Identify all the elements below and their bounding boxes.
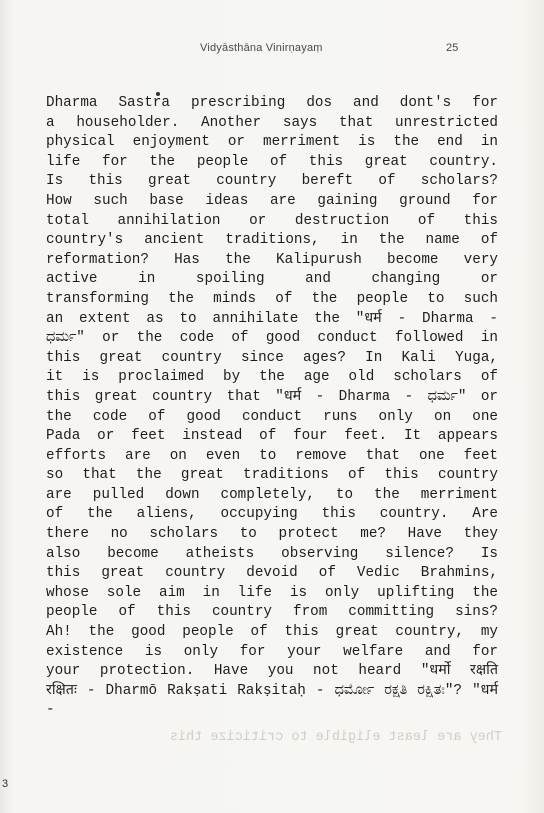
text-line: physical enjoyment or merriment is the end in <box>46 134 498 151</box>
text-line: the code of good conduct runs only on one <box>46 408 498 425</box>
text-line: life for the people of this great country. <box>46 153 498 170</box>
running-header <box>0 42 544 58</box>
text-line: country's ancient traditions, in the name of <box>46 232 498 249</box>
text-line: Pada or feet instead of four feet. It appears <box>46 428 498 445</box>
text-line: an extent as to annihilate the "धर्म - Dharma - <box>46 310 498 327</box>
text-line: of the aliens, occupying this country. Are <box>46 506 498 523</box>
margin-mark: 3 <box>2 778 9 790</box>
page-number: 25 <box>446 42 459 54</box>
text-line: active in spoiling and changing or <box>46 271 498 288</box>
text-line: transforming the minds of the people to such <box>46 290 498 307</box>
text-line: there no scholars to protect me? Have they <box>46 526 498 543</box>
text-line: How such base ideas are gaining ground for <box>46 192 498 209</box>
text-line: are pulled down completely, to the merriment <box>46 486 498 503</box>
text-line: reformation? Has the Kalipurush become very <box>46 251 498 268</box>
text-line: a householder. Another says that unrestricted <box>46 114 498 131</box>
text-line: ಧರ್ಮ" or the code of good conduct followed in <box>46 330 498 347</box>
running-title: Vidyāsthāna Vinirṇayaṃ <box>200 42 323 54</box>
text-line: रक्षितः - Dharmō Rakṣati Rakṣitaḥ - ಧರ್ಮೋ ರಕ್ಷತಿ ರಕ್ಷಿತಃ"? "धर्म - <box>46 682 498 719</box>
body-paragraph <box>46 94 498 719</box>
text-line: it is proclaimed by the age old scholars of <box>46 369 498 386</box>
text-line: people of this country from committing sins? <box>46 604 498 621</box>
text-line: this great country that "धर्म - Dharma - ಧರ್ಮ" or <box>46 388 498 405</box>
text-line: whose sole aim in life is only uplifting the <box>46 584 498 601</box>
text-line: Dharma Sastra prescribing dos and dont's for <box>46 95 498 111</box>
text-line: this great country devoid of Vedic Brahmins, <box>46 565 498 582</box>
text-line: this great country since ages? In Kali Yuga, <box>46 349 498 366</box>
show-through-text: They are least eligible to criticize this <box>169 730 502 745</box>
text-line: Ah! the good people of this great country, my <box>46 624 498 641</box>
text-line: efforts are on even to remove that one feet <box>46 447 498 464</box>
text-line: also become atheists observing silence? Is <box>46 545 498 562</box>
text-line: so that the great traditions of this country <box>46 467 498 484</box>
text-line: your protection. Have you not heard "धर्मो रक्षति <box>46 663 498 680</box>
text-line: existence is only for your welfare and for <box>46 643 498 660</box>
text-line: Is this great country bereft of scholars? <box>46 173 498 190</box>
text-line: total annihilation or destruction of this <box>46 212 498 229</box>
